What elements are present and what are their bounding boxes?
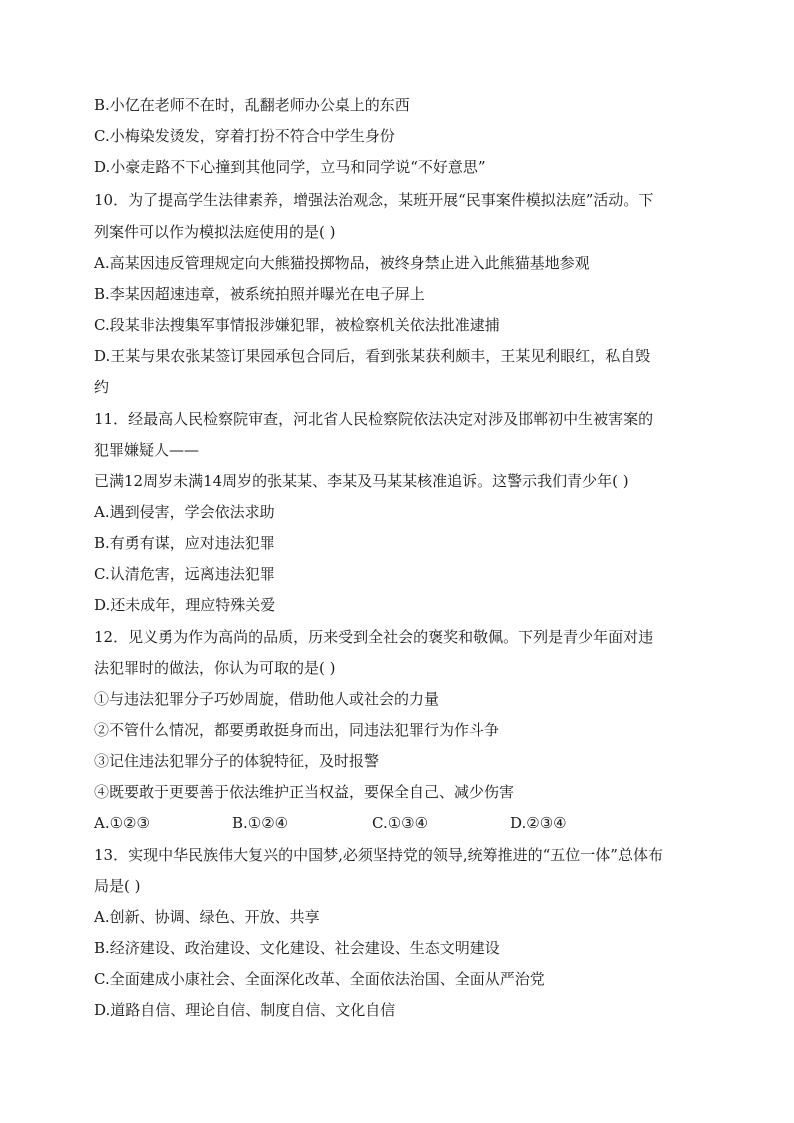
q10-option-b[interactable]: B.李某因超速违章，被系统拍照并曝光在电子屏上 — [94, 285, 425, 303]
q12-option-d[interactable]: D.②③④ — [510, 814, 567, 832]
q10-option-d-line-1[interactable]: D.王某与果农张某签订果园承包合同后，看到张某获利颇丰，王某见利眼红，私自毁 — [94, 347, 651, 365]
q11-option-c[interactable]: C.认清危害，远离违法犯罪 — [94, 565, 275, 583]
q13-stem-line-2: 局是( ) — [94, 877, 141, 895]
q11-stem-line-1: 11．经最高人民检察院审查，河北省人民检察院依法决定对涉及邯郸初中生被害案的 — [94, 410, 654, 428]
q12-option-c[interactable]: C.①③④ — [372, 814, 429, 832]
q12-statement-3: ③记住违法犯罪分子的体貌特征，及时报警 — [94, 752, 380, 770]
q10-option-d-line-2[interactable]: 约 — [94, 378, 110, 396]
q12-statement-4: ④既要敢于更要善于依法维护正当权益，要保全自己、减少伤害 — [94, 783, 515, 801]
q11-option-b[interactable]: B.有勇有谋，应对违法犯罪 — [94, 534, 275, 552]
q12-stem-line-2: 法犯罪时的做法，你认为可取的是( ) — [94, 659, 336, 677]
q13-stem-line-1: 13．实现中华民族伟大复兴的中国梦,必须坚持党的领导,统筹推进的“五位一体”总体布 — [94, 846, 663, 864]
q11-option-d[interactable]: D.还未成年，理应特殊关爱 — [94, 596, 276, 614]
q9-option-c[interactable]: C.小梅染发烫发，穿着打扮不符合中学生身份 — [94, 127, 395, 145]
q12-option-a[interactable]: A.①②③ — [94, 814, 150, 832]
q13-option-a[interactable]: A.创新、协调、绿色、开放、共享 — [94, 908, 320, 926]
q12-statement-2: ②不管什么情况，都要勇敢挺身而出，同违法犯罪行为作斗争 — [94, 721, 500, 739]
q10-stem-line-2: 列案件可以作为模拟法庭使用的是( ) — [94, 223, 336, 241]
q11-stem-line-3: 已满12周岁未满14周岁的张某某、李某及马某某核准追诉。这警示我们青少年( ) — [94, 472, 629, 490]
q13-option-c[interactable]: C.全面建成小康社会、全面深化改革、全面依法治国、全面从严治党 — [94, 970, 545, 988]
q10-option-c[interactable]: C.段某非法搜集军事情报涉嫌犯罪，被检察机关依法批准逮捕 — [94, 316, 500, 334]
q13-option-b[interactable]: B.经济建设、政治建设、文化建设、社会建设、生态文明建设 — [94, 939, 500, 957]
q11-option-a[interactable]: A.遇到侵害，学会依法求助 — [94, 503, 275, 521]
q12-option-b[interactable]: B.①②④ — [232, 814, 289, 832]
q9-option-b[interactable]: B.小亿在老师不在时，乱翻老师办公桌上的东西 — [94, 96, 410, 114]
q10-stem-line-1: 10．为了提高学生法律素养，增强法治观念，某班开展“民事案件模拟法庭”活动。下 — [94, 191, 654, 209]
q13-option-d[interactable]: D.道路自信、理论自信、制度自信、文化自信 — [94, 1001, 396, 1019]
q12-stem-line-1: 12．见义勇为作为高尚的品质，历来受到全社会的褒奖和敬佩。下列是青少年面对违 — [94, 628, 654, 646]
q12-statement-1: ①与违法犯罪分子巧妙周旋，借助他人或社会的力量 — [94, 690, 440, 708]
q10-option-a[interactable]: A.高某因违反管理规定向大熊猫投掷物品，被终身禁止进入此熊猫基地参观 — [94, 254, 590, 272]
q9-option-d[interactable]: D.小豪走路不下心撞到其他同学，立马和同学说“不好意思” — [94, 158, 486, 176]
q11-stem-line-2: 犯罪嫌疑人—— — [94, 441, 200, 459]
